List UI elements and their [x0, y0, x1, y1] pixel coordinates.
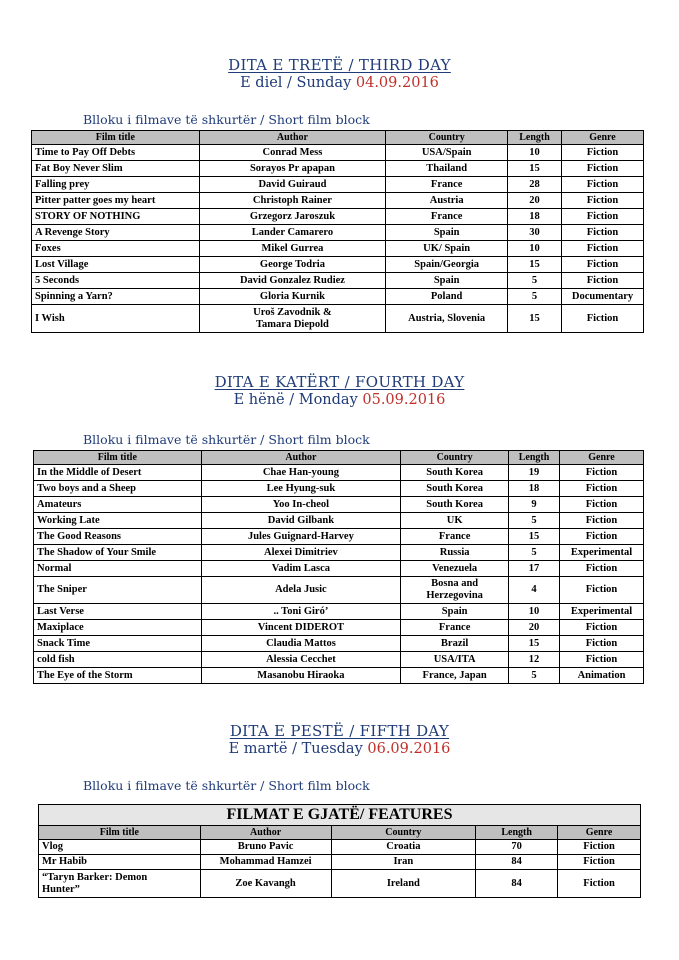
- table-row: [34, 577, 644, 604]
- cell-genre: Fiction: [560, 497, 644, 513]
- cell-author: David Guiraud: [199, 177, 386, 193]
- cell-length: 19: [509, 465, 560, 481]
- day4-date-line: E hënë / Monday 05.09.2016: [233, 392, 446, 408]
- column-header-author: Author: [199, 131, 386, 145]
- cell-author: Zoe Kavangh: [200, 870, 331, 898]
- table-row: [34, 604, 644, 620]
- column-header-length: Length: [509, 451, 560, 465]
- column-header-genre: Genre: [562, 131, 644, 145]
- cell-length: 10: [508, 145, 562, 161]
- column-header-film-title: Film title: [32, 131, 200, 145]
- day5-features-table: [38, 804, 641, 898]
- cell-country: France: [386, 177, 508, 193]
- cell-length: 15: [508, 257, 562, 273]
- cell-country: Austria: [386, 193, 508, 209]
- cell-country: France, Japan: [401, 668, 509, 684]
- cell-genre: Fiction: [558, 855, 641, 870]
- cell-film-title: Amateurs: [34, 497, 202, 513]
- table-row: [34, 620, 644, 636]
- table-row: [34, 481, 644, 497]
- table-row: [32, 257, 644, 273]
- cell-country: Brazil: [401, 636, 509, 652]
- cell-length: 12: [509, 652, 560, 668]
- cell-author: Conrad Mess: [199, 145, 386, 161]
- cell-author: Vincent DIDEROT: [201, 620, 401, 636]
- cell-author: Lee Hyung-suk: [201, 481, 401, 497]
- table-row: [32, 305, 644, 333]
- cell-country: Poland: [386, 289, 508, 305]
- column-header-film-title: Film title: [39, 826, 201, 840]
- cell-country: Spain: [386, 225, 508, 241]
- cell-author: Christoph Rainer: [199, 193, 386, 209]
- cell-author: Yoo In-cheol: [201, 497, 401, 513]
- table-row: [32, 241, 644, 257]
- day3-block-label: Blloku i filmave të shkurtër / Short film block: [83, 112, 370, 127]
- day4-title: DITA E KATËRT / FOURTH DAY: [214, 373, 465, 391]
- day3-title: DITA E TRETË / THIRD DAY: [228, 56, 451, 74]
- cell-genre: Fiction: [558, 870, 641, 898]
- column-header-author: Author: [200, 826, 331, 840]
- cell-author: Mohammad Hamzei: [200, 855, 331, 870]
- cell-film-title: Falling prey: [32, 177, 200, 193]
- table-row: [34, 529, 644, 545]
- cell-country: Croatia: [331, 840, 476, 855]
- cell-country: France: [386, 209, 508, 225]
- cell-genre: Fiction: [562, 225, 644, 241]
- cell-genre: Fiction: [560, 652, 644, 668]
- cell-film-title: Last Verse: [34, 604, 202, 620]
- cell-author: Chae Han-young: [201, 465, 401, 481]
- column-header-genre: Genre: [558, 826, 641, 840]
- cell-length: 20: [509, 620, 560, 636]
- cell-author: David Gonzalez Rudiez: [199, 273, 386, 289]
- cell-genre: Fiction: [562, 177, 644, 193]
- cell-country: Spain/Georgia: [386, 257, 508, 273]
- cell-length: 84: [476, 870, 558, 898]
- cell-film-title: Normal: [34, 561, 202, 577]
- cell-film-title: The Eye of the Storm: [34, 668, 202, 684]
- table-row: [32, 161, 644, 177]
- cell-length: 30: [508, 225, 562, 241]
- day3-film-table: [31, 130, 644, 333]
- cell-film-title: “Taryn Barker: Demon Hunter”: [39, 870, 201, 898]
- table-row: [34, 545, 644, 561]
- table-row: [32, 145, 644, 161]
- cell-film-title: Maxiplace: [34, 620, 202, 636]
- cell-length: 20: [508, 193, 562, 209]
- cell-length: 9: [509, 497, 560, 513]
- table-row: [32, 289, 644, 305]
- cell-genre: Fiction: [560, 636, 644, 652]
- cell-country: USA/ITA: [401, 652, 509, 668]
- cell-country: USA/Spain: [386, 145, 508, 161]
- cell-author: Vadim Lasca: [201, 561, 401, 577]
- cell-country: Russia: [401, 545, 509, 561]
- cell-author: Alexei Dimitriev: [201, 545, 401, 561]
- cell-country: UK: [401, 513, 509, 529]
- day5-date-line: E martë / Tuesday 06.09.2016: [228, 741, 451, 757]
- cell-author: Grzegorz Jaroszuk: [199, 209, 386, 225]
- cell-author: Masanobu Hiraoka: [201, 668, 401, 684]
- cell-film-title: Working Late: [34, 513, 202, 529]
- cell-country: Venezuela: [401, 561, 509, 577]
- table-row: [34, 636, 644, 652]
- cell-film-title: Snack Time: [34, 636, 202, 652]
- table-row: [39, 840, 641, 855]
- table-header-row: [39, 826, 641, 840]
- table-header-row: [32, 131, 644, 145]
- cell-genre: Fiction: [562, 161, 644, 177]
- cell-country: France: [401, 620, 509, 636]
- cell-length: 5: [508, 273, 562, 289]
- day3-date-line: E diel / Sunday 04.09.2016: [240, 75, 439, 91]
- cell-genre: Fiction: [562, 209, 644, 225]
- day4-header: [0, 373, 679, 409]
- table-row: [34, 513, 644, 529]
- cell-film-title: Foxes: [32, 241, 200, 257]
- table-row: [32, 225, 644, 241]
- cell-genre: Fiction: [560, 529, 644, 545]
- cell-film-title: The Sniper: [34, 577, 202, 604]
- column-header-length: Length: [476, 826, 558, 840]
- cell-length: 15: [509, 529, 560, 545]
- cell-genre: Fiction: [560, 513, 644, 529]
- cell-author: Claudia Mattos: [201, 636, 401, 652]
- cell-film-title: Vlog: [39, 840, 201, 855]
- table-header-row: [34, 451, 644, 465]
- cell-length: 15: [508, 161, 562, 177]
- cell-film-title: A Revenge Story: [32, 225, 200, 241]
- table-row: [39, 855, 641, 870]
- table-row: [34, 497, 644, 513]
- cell-film-title: Fat Boy Never Slim: [32, 161, 200, 177]
- cell-genre: Fiction: [562, 257, 644, 273]
- cell-country: Austria, Slovenia: [386, 305, 508, 333]
- cell-film-title: cold fish: [34, 652, 202, 668]
- column-header-country: Country: [386, 131, 508, 145]
- table-row: [34, 561, 644, 577]
- cell-film-title: 5 Seconds: [32, 273, 200, 289]
- column-header-length: Length: [508, 131, 562, 145]
- column-header-country: Country: [331, 826, 476, 840]
- cell-film-title: Lost Village: [32, 257, 200, 273]
- cell-genre: Fiction: [560, 620, 644, 636]
- cell-country: UK/ Spain: [386, 241, 508, 257]
- cell-genre: Fiction: [558, 840, 641, 855]
- cell-country: Ireland: [331, 870, 476, 898]
- cell-genre: Experimental: [560, 545, 644, 561]
- cell-country: Spain: [401, 604, 509, 620]
- cell-author: Gloria Kurnik: [199, 289, 386, 305]
- cell-length: 5: [508, 289, 562, 305]
- day5-title: DITA E PESTË / FIFTH DAY: [229, 722, 450, 740]
- cell-film-title: I Wish: [32, 305, 200, 333]
- cell-author: .. Toni Giró’: [201, 604, 401, 620]
- day5-block-label: Blloku i filmave të shkurtër / Short film block: [83, 778, 370, 793]
- cell-film-title: In the Middle of Desert: [34, 465, 202, 481]
- table-row: [32, 209, 644, 225]
- cell-genre: Fiction: [560, 465, 644, 481]
- cell-country: South Korea: [401, 465, 509, 481]
- table-row: [32, 193, 644, 209]
- cell-length: 70: [476, 840, 558, 855]
- table-row: [32, 273, 644, 289]
- cell-length: 17: [509, 561, 560, 577]
- cell-film-title: STORY OF NOTHING: [32, 209, 200, 225]
- cell-film-title: The Shadow of Your Smile: [34, 545, 202, 561]
- cell-author: Mikel Gurrea: [199, 241, 386, 257]
- cell-author: Sorayos Pr apapan: [199, 161, 386, 177]
- table-row: [32, 177, 644, 193]
- cell-country: Iran: [331, 855, 476, 870]
- cell-author: Jules Guignard-Harvey: [201, 529, 401, 545]
- cell-genre: Fiction: [562, 145, 644, 161]
- day5-header: [0, 722, 679, 758]
- cell-length: 18: [508, 209, 562, 225]
- cell-length: 5: [509, 513, 560, 529]
- cell-film-title: Time to Pay Off Debts: [32, 145, 200, 161]
- cell-author: Alessia Cecchet: [201, 652, 401, 668]
- column-header-film-title: Film title: [34, 451, 202, 465]
- column-header-author: Author: [201, 451, 401, 465]
- day3-header: [0, 56, 679, 92]
- cell-genre: Fiction: [560, 481, 644, 497]
- cell-genre: Experimental: [560, 604, 644, 620]
- column-header-country: Country: [401, 451, 509, 465]
- cell-genre: Fiction: [560, 561, 644, 577]
- cell-genre: Fiction: [562, 273, 644, 289]
- features-title: FILMAT E GJATË/ FEATURES: [39, 805, 641, 826]
- cell-length: 5: [509, 545, 560, 561]
- cell-length: 10: [509, 604, 560, 620]
- cell-length: 4: [509, 577, 560, 604]
- day4-block-label: Blloku i filmave të shkurtër / Short film block: [83, 432, 370, 447]
- cell-country: South Korea: [401, 497, 509, 513]
- cell-country: Spain: [386, 273, 508, 289]
- cell-genre: Fiction: [562, 193, 644, 209]
- cell-author: Adela Jusic: [201, 577, 401, 604]
- cell-genre: Animation: [560, 668, 644, 684]
- cell-genre: Documentary: [562, 289, 644, 305]
- cell-author: Lander Camarero: [199, 225, 386, 241]
- cell-author: George Todria: [199, 257, 386, 273]
- day4-film-table: [33, 450, 644, 684]
- cell-length: 84: [476, 855, 558, 870]
- cell-country: South Korea: [401, 481, 509, 497]
- cell-author: Uroš Zavodnik & Tamara Diepold: [199, 305, 386, 333]
- column-header-genre: Genre: [560, 451, 644, 465]
- cell-film-title: The Good Reasons: [34, 529, 202, 545]
- table-row: [34, 465, 644, 481]
- cell-genre: Fiction: [560, 577, 644, 604]
- cell-film-title: Spinning a Yarn?: [32, 289, 200, 305]
- cell-film-title: Pitter patter goes my heart: [32, 193, 200, 209]
- cell-author: Bruno Pavic: [200, 840, 331, 855]
- cell-genre: Fiction: [562, 305, 644, 333]
- cell-country: France: [401, 529, 509, 545]
- cell-length: 15: [508, 305, 562, 333]
- cell-length: 15: [509, 636, 560, 652]
- table-row: [34, 652, 644, 668]
- cell-length: 10: [508, 241, 562, 257]
- cell-genre: Fiction: [562, 241, 644, 257]
- cell-author: David Gilbank: [201, 513, 401, 529]
- cell-country: Bosna and Herzegovina: [401, 577, 509, 604]
- cell-film-title: Two boys and a Sheep: [34, 481, 202, 497]
- cell-length: 5: [509, 668, 560, 684]
- cell-length: 18: [509, 481, 560, 497]
- table-row: [34, 668, 644, 684]
- cell-film-title: Mr Habib: [39, 855, 201, 870]
- cell-country: Thailand: [386, 161, 508, 177]
- cell-length: 28: [508, 177, 562, 193]
- table-row: [39, 870, 641, 898]
